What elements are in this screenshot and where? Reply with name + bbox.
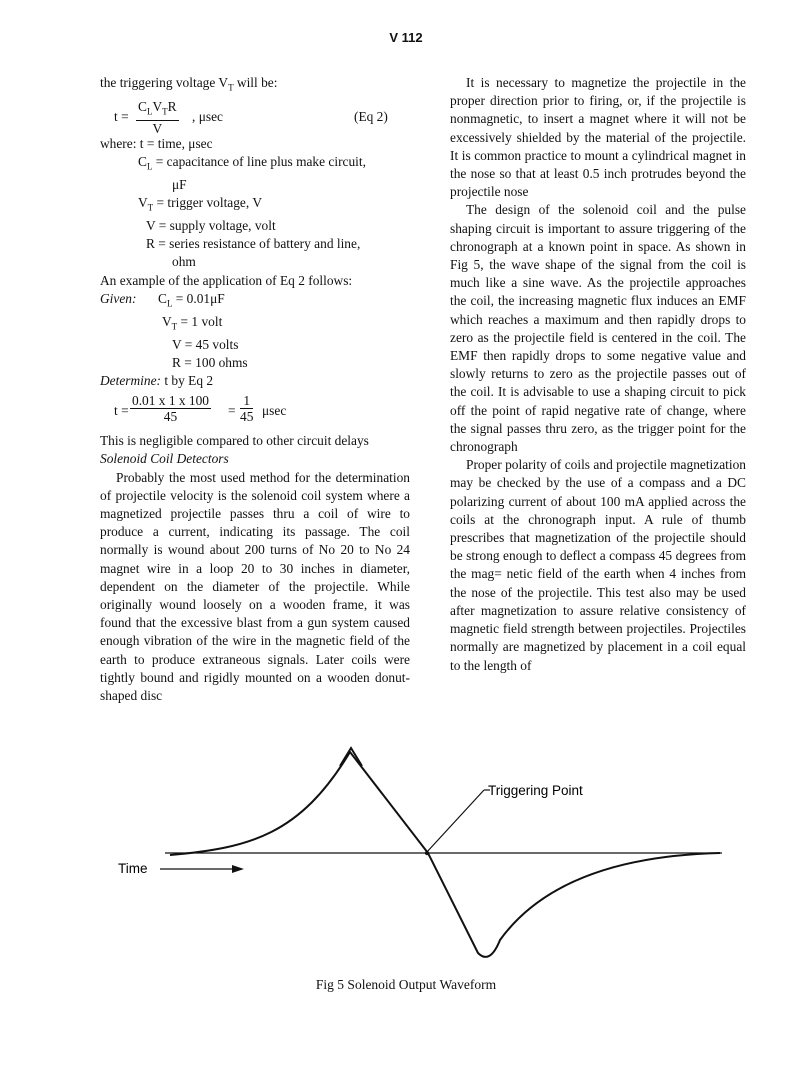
waveform-figure — [0, 740, 812, 1000]
waveform-curve — [170, 752, 720, 957]
figure-caption: Fig 5 Solenoid Output Waveform — [315, 977, 497, 992]
def-vt: $V_T$ = trigger voltage, V — [138, 195, 262, 213]
def-cl: $C_L$ = capacitance of line plus make circuit, — [138, 154, 366, 172]
right-paragraph-1: It is necessary to magnetize the projectile in the proper direction prior to firing, or, if the projectile is nonmagnetic, to insert a magnet where it will not be excessively shielded by the material of the projectile. It is common practice to mount a cylindrical magnet in the nose so that at least 0.5 inch protrudes beyond the projectile nose — [450, 75, 746, 200]
example-line: An example of the application of Eq 2 follows: — [100, 272, 353, 288]
section-heading: Solenoid Coil Detectors — [100, 451, 229, 467]
left-column — [100, 74, 410, 705]
def-r: R = series resistance of battery and line, — [146, 236, 361, 252]
time-label: Time — [118, 861, 148, 876]
given-r: R = 100 ohms — [172, 354, 248, 370]
given-vt: $V_T = 1$ volt — [162, 313, 223, 332]
def-v: V = supply voltage, volt — [146, 218, 276, 234]
given-cl: Given: $C_L = 0.01\mu F$ — [100, 290, 225, 309]
left-paragraph: Probably the most used method for the determination of projectile velocity is the solenoid coil system where a magnetized projectile passes thru a coil of wire to produce a current, indicating its passage. The coil normally is wound about 200 turns of No 20 to No 24 magnet wire in a loop 20 to 30 inches in diameter, dependent on the diameter of the projectile. While originally wound loosely on a wooden frame, it was found that the excessive blast from a gun system caused enough vibration of the wire in the magnetic field of the earth to produce extraneous signals. Later coils were tightly bound and rigidly mounted on a wooden donut-shaped disc — [100, 469, 410, 704]
given-v: V = 45 volts — [172, 336, 239, 352]
eq2-fraction: $C_LV_TR$ V — [138, 98, 177, 136]
trigger-point-marker — [425, 851, 429, 855]
where-line: where: t = time, μsec — [100, 135, 213, 151]
equation-2: t = $C_LV_TR$ V , μsec (Eq 2) — [114, 98, 388, 136]
determine-line: Determine: t by Eq 2 — [100, 373, 214, 388]
intro-line: the triggering voltage $V_T$ will be: — [100, 75, 278, 93]
right-column — [450, 74, 746, 675]
page-number: V 112 — [389, 30, 423, 45]
def-r-unit: ohm — [172, 254, 196, 270]
trigger-leader — [426, 790, 484, 853]
equation-tag: (Eq 2) — [354, 108, 388, 124]
right-paragraph-2: The design of the solenoid coil and the pulse shaping circuit is important to assure triggering of the chronograph at a known point in space. As shown in Fig 5, the wave shape of the signal from the coil is much like a sine wave. As the projectile approaches the coil, the increasing magnetic flux induces an EMF which reaches a maximum and then rapidly drops to zero as the projectile field is centered in the coil. The EMF then rapidly drops to some negative value and slowly returns to zero as the projectile passes out of the coil. It is advisable to use a shaping circuit to pick off the point of rapid negative rate of change, where the signal passes thru zero, as the trigger point for the chronograph — [450, 202, 746, 455]
negligible-line: This is negligible compared to other circuit delays — [100, 433, 369, 449]
calculation: t = $\frac{0.01 x 1 x 100}{45}$ = $\frac{1}{45}$ μsec — [114, 393, 287, 425]
trigger-label: Triggering Point — [488, 783, 583, 798]
right-paragraph-3: Proper polarity of coils and projectile magnetization may be checked by the use of a compass and a DC polarizing current of about 100 mA applied across the coils at the chronograph input. A rule of thumb prescribes that magnetization of the projectile should be strong enough to deflect a compass 45 degrees from the mag= netic field of the earth when 4 inches from the nose of the projectile. This test also may be used after magnetization to assure relative consistency of magnetic field strength between projectiles. Projectiles normally are magnetized by placement in a coil equal to the length of — [450, 457, 746, 673]
def-cl-unit: μF — [172, 176, 187, 192]
time-arrow-head — [232, 865, 244, 873]
